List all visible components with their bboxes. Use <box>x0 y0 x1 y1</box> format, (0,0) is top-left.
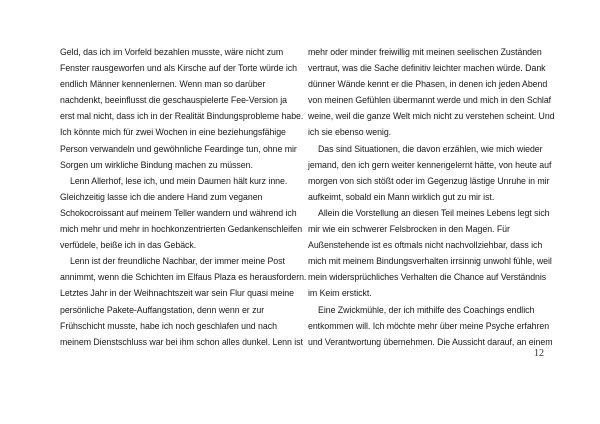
text-line: erst mal nicht, dass ich in der Realität Bindungsprobleme habe. <box>60 111 304 122</box>
text-line: nachdenkt, beeinflusst die geschauspielerte Fee-Version ja <box>60 95 287 106</box>
text-line: aufkeimt, sobald ein Mann wirklich gut zu mir ist. <box>308 191 495 202</box>
text-line: von meinen Gefühlen übermannt werde und mich in den Schlaf <box>308 95 552 106</box>
text-line: Frühschicht musste, habe ich noch geschlafen und nach <box>60 320 277 331</box>
text-line: entkommen will. Ich möchte mehr über meine Psyche erfahren <box>308 320 550 331</box>
text-line: im Keim erstickt. <box>308 288 372 299</box>
text-line: ich sie ebenso wenig. <box>308 127 392 138</box>
text-line: morgen von sich stößt oder im Gegenzug lästige Unruhe in mir <box>308 175 550 186</box>
text-line: Außenstehende ist es oftmals nicht nachvollziehbar, dass ich <box>308 240 543 251</box>
text-line: mir wie ein schwerer Felsbrocken in den Magen. Für <box>308 224 510 235</box>
text-line: weine, weil die ganze Welt mich nicht zu verstehen scheint. Und <box>308 111 555 122</box>
text-line: und Verantwortung übernehmen. Die Aussicht darauf, an einem <box>308 336 553 347</box>
text-line: meinem Dienstschluss war bei ihm schon alles dunkel. Lenn ist <box>60 336 303 347</box>
text-line: Eine Zwickmühle, der ich mithilfe des Coachings endlich <box>318 304 535 315</box>
text-line: dünner Wände kennt er die Phasen, in denen ich jeden Abend <box>308 79 548 90</box>
text-line: Geld, das ich im Vorfeld bezahlen musste, wäre nicht zum <box>60 47 284 57</box>
text-line: verfüdele, beiße ich in das Gebäck. <box>60 240 197 251</box>
text-line: Das sind Situationen, die davon erzählen, wie mich wieder <box>318 143 543 154</box>
text-line: Allein die Vorstellung an diesen Teil meines Lebens legt sich <box>318 207 550 218</box>
text-line: Schokocroissant auf meinem Teller wandern und während ich <box>60 207 297 218</box>
text-line: jemand, den ich gern weiter kennengelernt hätte, von heute auf <box>308 159 552 170</box>
page-number: 12 <box>534 348 544 359</box>
text-line: annimmt, wenn die Schichten im Elfaus Plaza es herausfordern. <box>60 272 307 283</box>
text-line: vertraut, was die Sache definitiv leichter machen würde. Dank <box>308 63 546 74</box>
text-line: mich mehr und mehr in hochkonzentrierten Gedankenschleifen <box>60 224 303 235</box>
text-line: Lenn Allerhof, lese ich, und mein Daumen hält kurz inne. <box>70 175 288 186</box>
text-line: Fenster rausgeworfen und als Kirsche auf der Torte würde ich <box>60 63 297 74</box>
text-line: persönliche Pakete-Auffangstation, denn wenn er zur <box>60 304 265 315</box>
left-text-column <box>60 44 307 350</box>
text-line: Ich könnte mich für zwei Wochen in eine beziehungsfähige <box>60 127 286 138</box>
right-text-column <box>308 44 555 350</box>
text-line: mich mit meinem Bindungsverhalten irrsinnig unwohl fühle, weil <box>308 256 552 267</box>
text-line: Gleichzeitig lasse ich die andere Hand zum veganen <box>60 191 263 202</box>
text-line: Letztes Jahr in der Weihnachtszeit war sein Flur quasi meine <box>60 288 294 299</box>
text-line: Person verwandeln und gewöhnliche Feardinge tun, ohne mir <box>60 143 297 154</box>
text-line: mehr oder minder freiwillig mit meinen seelischen Zuständen <box>308 47 542 57</box>
text-line: endlich Männer kennenlernen. Wenn man so darüber <box>60 79 266 90</box>
text-line: Lenn ist der freundliche Nachbar, der immer meine Post <box>70 256 285 267</box>
text-line: mein widersprüchliches Verhalten die Chance auf Verständnis <box>308 272 547 283</box>
text-line: Sorgen um wirkliche Bindung machen zu müssen. <box>60 159 253 170</box>
